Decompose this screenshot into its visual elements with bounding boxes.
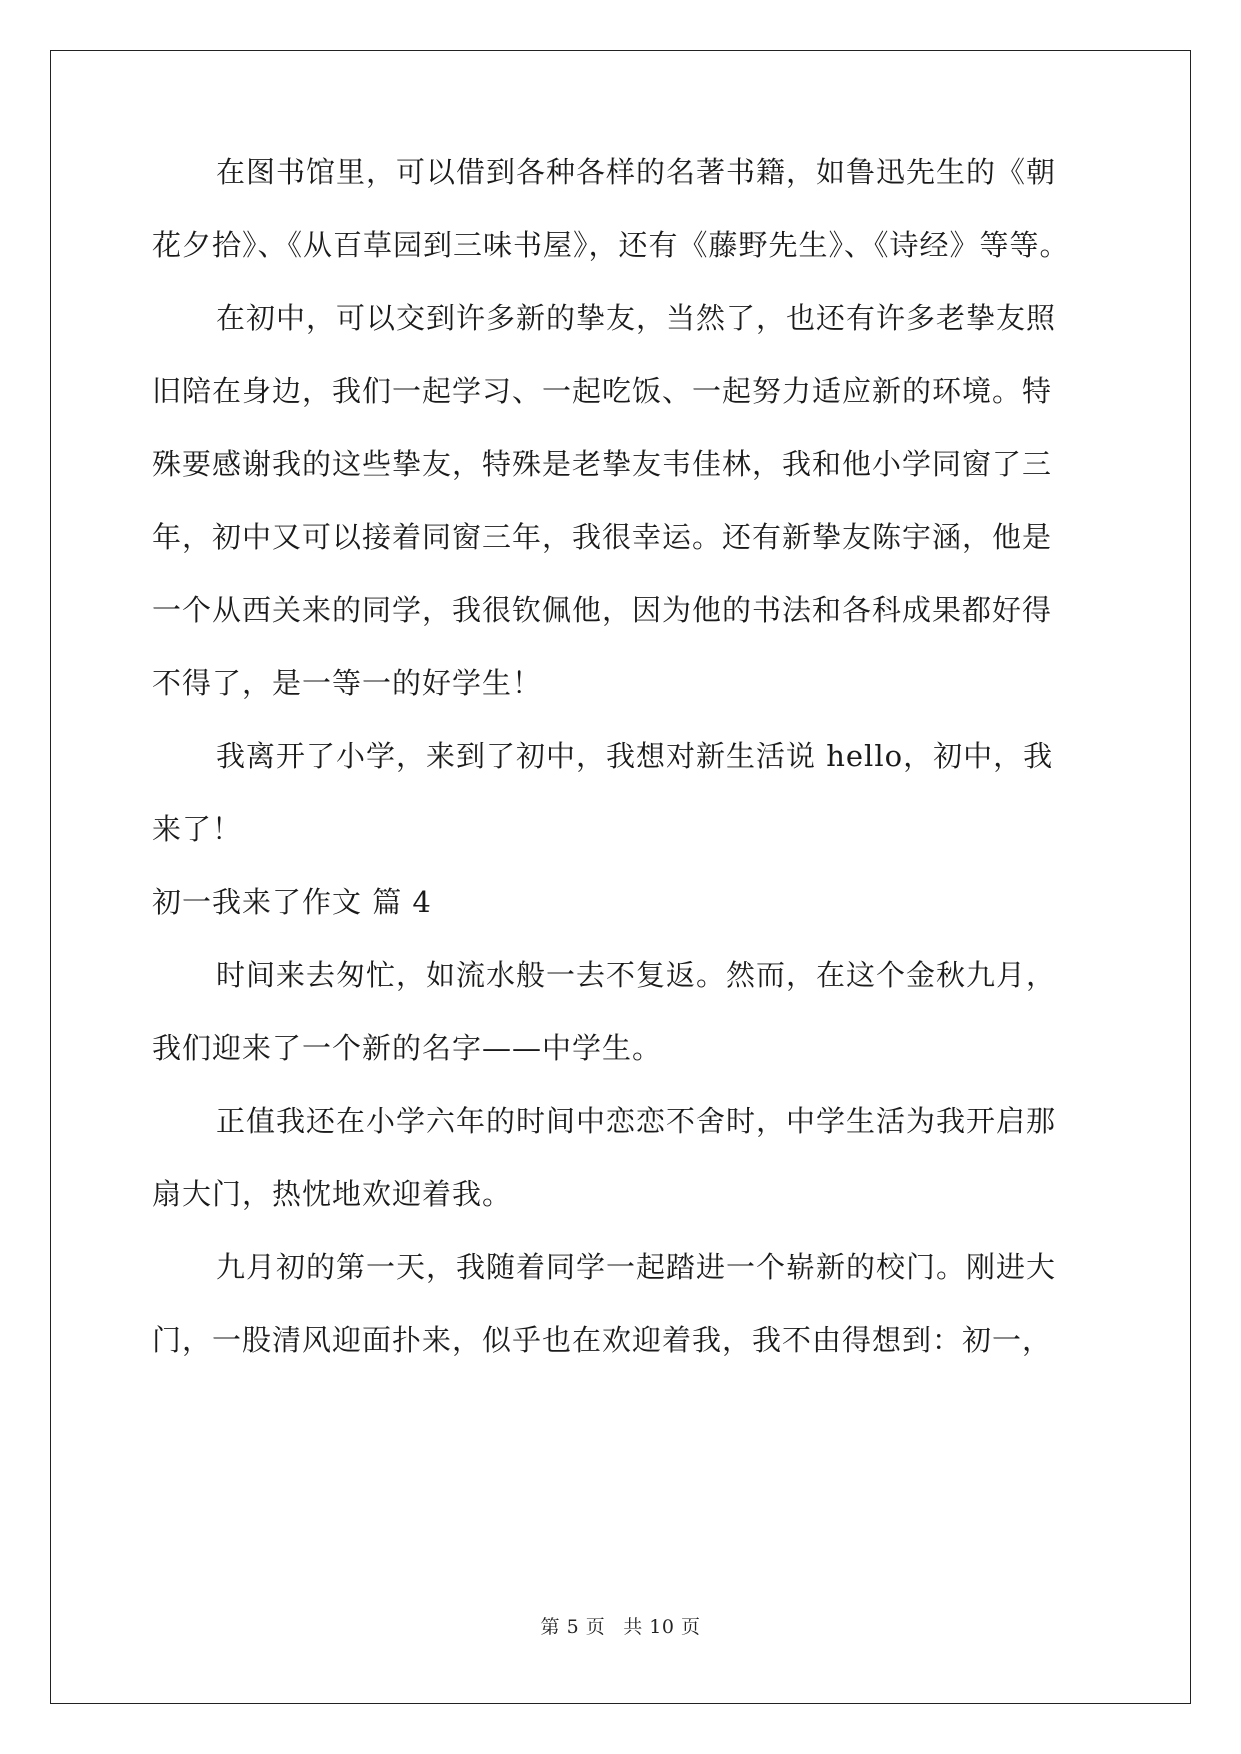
- page-footer: [0, 1612, 1241, 1639]
- text-line: 不得了，是一等一的好学生！: [152, 666, 543, 700]
- text-line: 来了！: [152, 812, 243, 846]
- text-line: 正值我还在小学六年的时间中恋恋不舍时，中学生活为我开启那: [216, 1104, 1057, 1138]
- text-line: 殊要感谢我的这些挚友，特殊是老挚友韦佳林，我和他小学同窗了三: [152, 447, 1053, 481]
- page-number: 第 5 页: [540, 1616, 606, 1638]
- text-line: 旧陪在身边，我们一起学习、一起吃饭、一起努力适应新的环境。特: [152, 374, 1053, 408]
- text-line: 我们迎来了一个新的名字——中学生。: [152, 1031, 663, 1065]
- text-line: 一个从西关来的同学，我很钦佩他，因为他的书法和各科成果都好得: [152, 593, 1053, 627]
- text-line: 时间来去匆忙，如流水般一去不复返。然而，在这个金秋九月，: [216, 958, 1057, 992]
- text-line: 年，初中又可以接着同窗三年，我很幸运。还有新挚友陈宇涵，他是: [152, 520, 1053, 554]
- text-line: 在初中，可以交到许多新的挚友，当然了，也还有许多老挚友照: [216, 301, 1057, 335]
- text-line: 在图书馆里，可以借到各种各样的名著书籍，如鲁迅先生的《朝: [216, 155, 1057, 189]
- text-line: 门，一股清风迎面扑来，似乎也在欢迎着我，我不由得想到：初一，: [152, 1323, 1053, 1357]
- text-line: 九月初的第一天，我随着同学一起踏进一个崭新的校门。刚进大: [216, 1250, 1057, 1284]
- text-line: 花夕拾》、《从百草园到三味书屋》，还有《藤野先生》、《诗经》等等。: [152, 228, 1070, 262]
- page-total: 共 10 页: [623, 1616, 701, 1638]
- section-heading: 初一我来了作文 篇 4: [152, 885, 432, 919]
- text-line: 我离开了小学，来到了初中，我想对新生活说 hello，初中，我: [216, 739, 1054, 773]
- text-line: 扇大门，热忱地欢迎着我。: [152, 1177, 513, 1211]
